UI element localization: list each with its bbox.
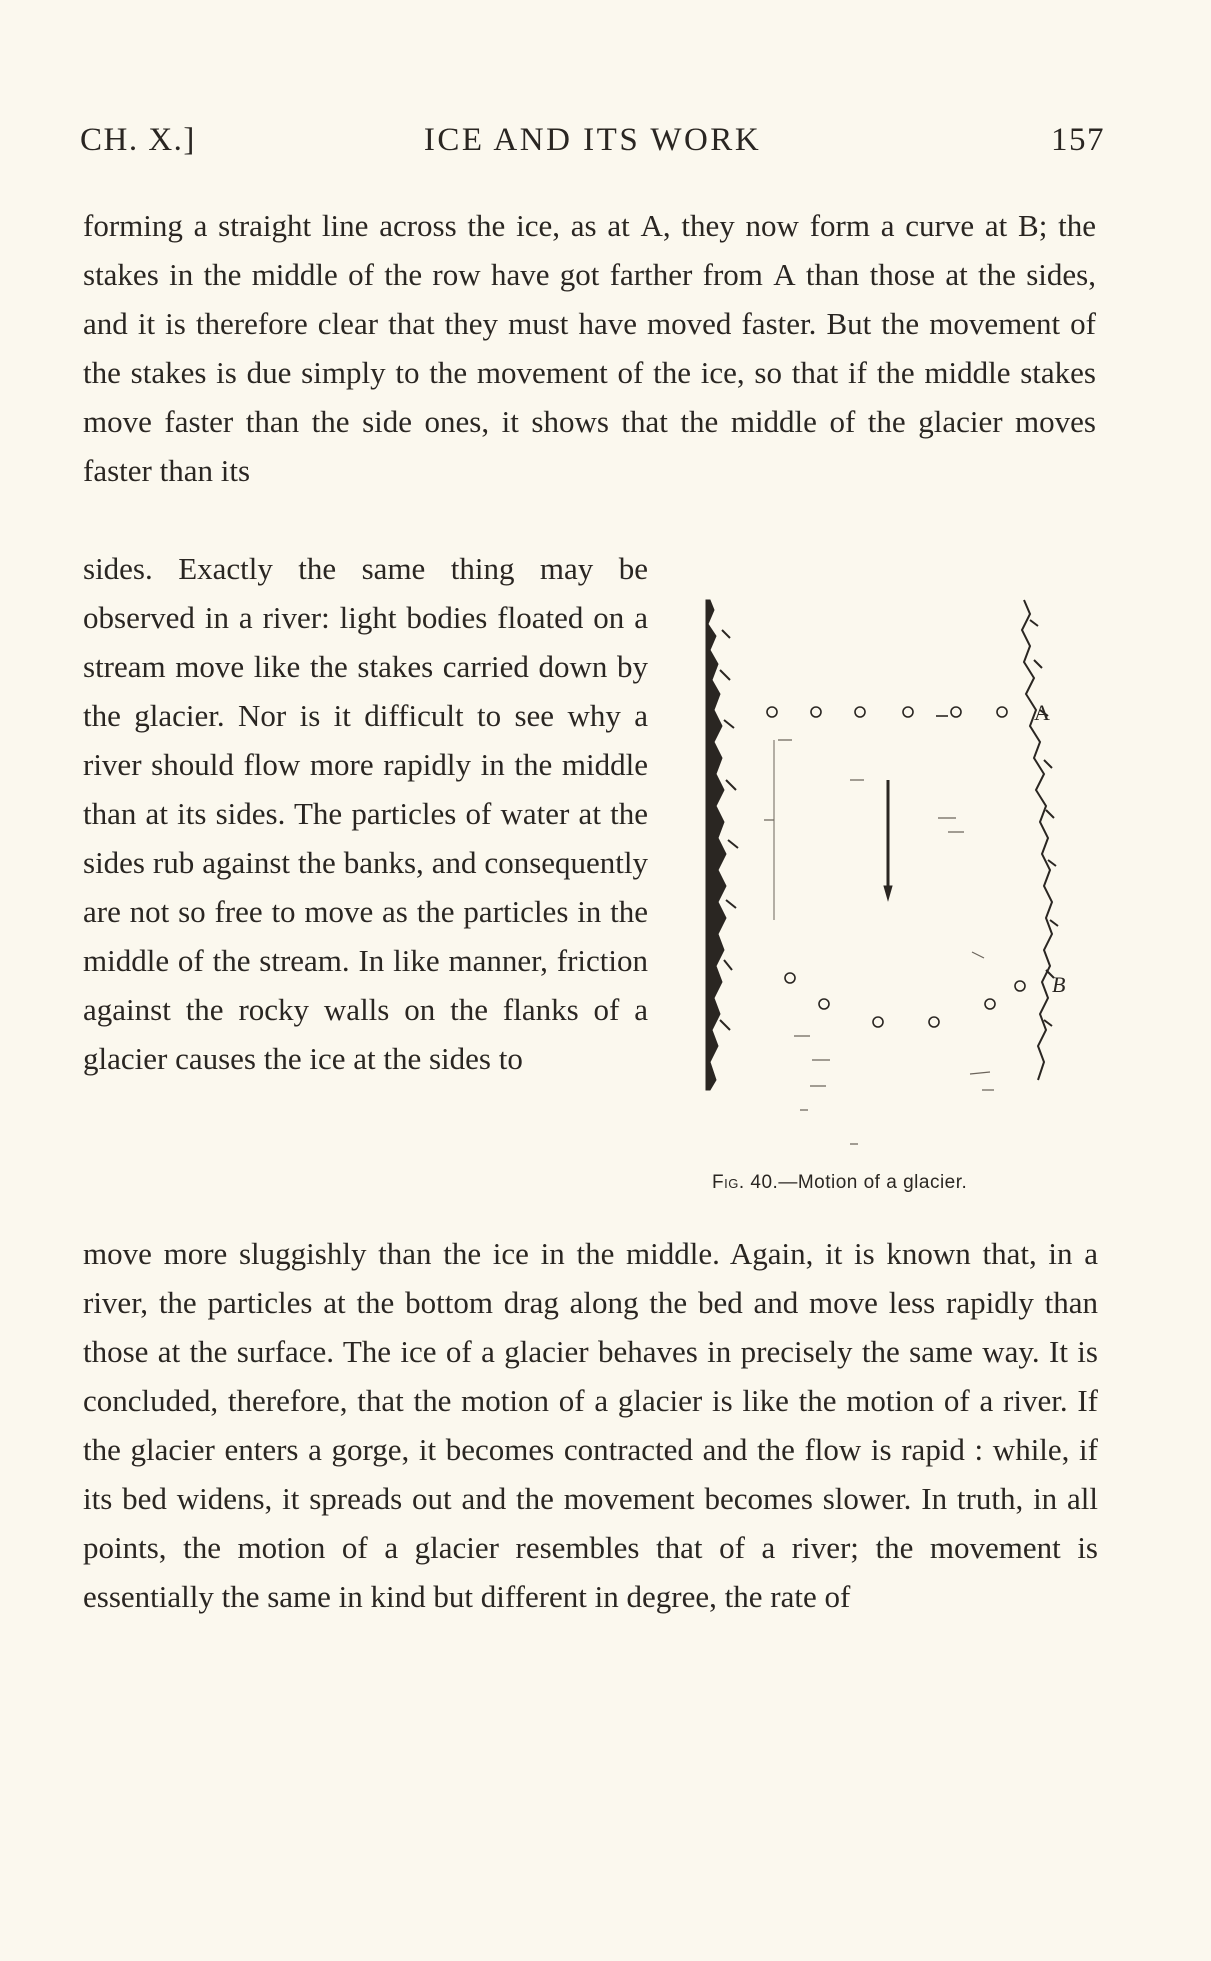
glacier-diagram (700, 590, 1105, 1160)
stake-b-5 (985, 999, 995, 1009)
stake-a-2 (811, 707, 821, 717)
body-text-bottom (83, 1229, 1098, 1621)
figure-number: Fig. 40. (712, 1172, 779, 1193)
right-rock-wall (1022, 600, 1058, 1080)
glacier-motion-figure (700, 590, 1105, 1160)
stake-row-a (767, 707, 1007, 717)
figure-label-b: B (1052, 972, 1066, 997)
ref-letter-b: B (1018, 208, 1039, 243)
left-rock-wall (706, 600, 738, 1090)
stake-b-4 (929, 1017, 939, 1027)
flow-arrow-icon (884, 780, 892, 900)
stake-a-3 (855, 707, 865, 717)
stake-b-3 (873, 1017, 883, 1027)
paragraph-after-figure: move more sluggishly than the ice in the middle. Again, it is known that, in a river, the particles at the bottom drag along the bed and move less rapidly than those at the surface. The ice of a glacier behaves in precisely the same way. It is concluded, therefore, that the motion of a glacier is like the motion of a river. If the glacier enters a gorge, it becomes contracted and the flow is rapid : while, if its bed widens, it spreads out and the movement becomes slower. In truth, in all points, the motion of a glacier resembles that of a river; the movement is essentially the same in kind but different in degree, the rate of (83, 1236, 1098, 1614)
paragraph-beside-figure: sides. Exactly the same thing may be observed in a river: light bodies floated on a stream move like the stakes carried down by the glacier. Nor is it difficult to see why a river should flow more rapidly in the middle than at its sides. The particles of water at the sides rub against the banks, and consequently are not so free to move as the particles in the middle of the stream. In like manner, friction against the rocky walls on the flanks of a glacier causes the ice at the sides to (83, 551, 648, 1076)
running-title: ICE AND ITS WORK (423, 122, 762, 158)
figure-caption-text: —Motion of a glacier. (778, 1172, 968, 1193)
paragraph-continued: forming a straight line across the ice, as at A, they now form a curve at B; the stakes in the middle of the row have got farther from A than those at the sides, and it is therefore clear that they must have moved faster. But the movement of the stakes is due simply to the movement of the ice, so that if the middle stakes move faster than the side ones, it shows that the middle of the glacier moves faster than its (83, 208, 1096, 488)
ref-letter-a: A (640, 208, 663, 243)
running-header (80, 122, 1105, 166)
ref-letter-a: A (773, 257, 796, 292)
body-text-beside-figure (83, 544, 648, 1083)
stake-a-1 (767, 707, 777, 717)
stake-a-6 (997, 707, 1007, 717)
stake-b-6 (1015, 981, 1025, 991)
stake-row-b (785, 973, 1025, 1027)
ice-surface-marks (764, 740, 994, 1144)
stake-a-4 (903, 707, 913, 717)
page-number: 157 (1051, 122, 1105, 158)
stake-b-1 (785, 973, 795, 983)
figure-label-a: A (1034, 700, 1050, 725)
stake-a-5 (951, 707, 961, 717)
chapter-reference: CH. X.] (80, 122, 196, 158)
body-text-top (83, 201, 1096, 495)
figure-caption (712, 1172, 1112, 1194)
stake-b-2 (819, 999, 829, 1009)
